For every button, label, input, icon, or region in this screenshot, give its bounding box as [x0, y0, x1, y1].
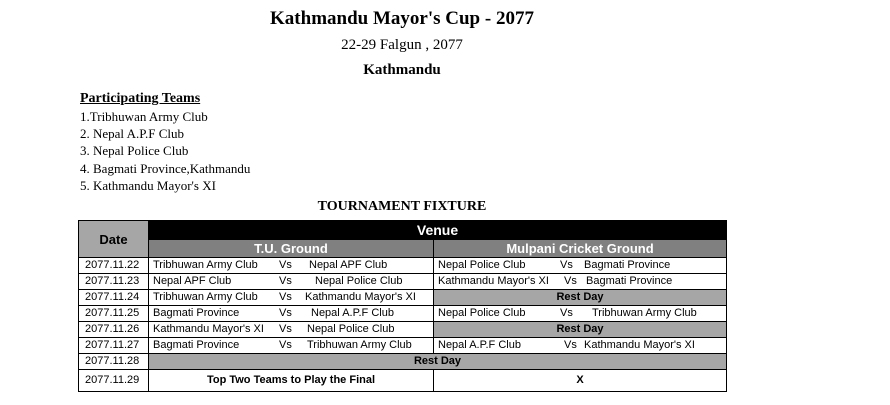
match-cell — [149, 290, 434, 306]
match-cell — [434, 338, 727, 354]
match-cell — [149, 306, 434, 322]
match-cell — [149, 338, 434, 354]
team-item: 2. Nepal A.P.F Club — [80, 126, 185, 141]
match-cell — [434, 274, 727, 290]
fixture-title: TOURNAMENT FIXTURE — [317, 199, 487, 214]
match-cell — [149, 274, 434, 290]
team-b: Kathmandu Mayor's XI — [305, 291, 416, 303]
table-row — [79, 258, 727, 274]
date-cell: 2077.11.29 — [79, 370, 149, 392]
team-item: 1.Tribhuwan Army Club — [80, 109, 208, 124]
vs-label: Vs — [560, 259, 573, 271]
ground-header-mulpani: Mulpani Cricket Ground — [434, 240, 727, 258]
venue-header: Venue — [149, 221, 727, 240]
ground-header-row — [79, 240, 727, 258]
tournament-dates: 22-29 Falgun , 2077 — [341, 37, 463, 53]
rest-day-cell: Rest Day — [149, 354, 727, 370]
date-cell: 2077.11.26 — [79, 322, 149, 338]
date-cell: 2077.11.22 — [79, 258, 149, 274]
team-a: Bagmati Province — [153, 339, 240, 351]
team-a: Kathmandu Mayor's XI — [153, 323, 264, 335]
team-a: Tribhuwan Army Club — [153, 291, 258, 303]
team-b: Bagmati Province — [586, 275, 673, 287]
date-cell: 2077.11.23 — [79, 274, 149, 290]
rest-day-cell: Rest Day — [434, 322, 727, 338]
final-venue: X — [434, 370, 727, 392]
team-b: Nepal APF Club — [309, 259, 388, 271]
table-row — [79, 354, 727, 370]
participating-teams-heading: Participating Teams — [80, 91, 201, 106]
team-a: Tribhuwan Army Club — [153, 259, 258, 271]
vs-label: Vs — [279, 259, 292, 271]
date-cell: 2077.11.25 — [79, 306, 149, 322]
date-column-header: Date — [79, 221, 149, 258]
team-b: Nepal A.P.F Club — [311, 307, 394, 319]
team-b: Kathmandu Mayor's XI — [584, 339, 695, 351]
table-row — [79, 338, 727, 354]
team-b: Nepal Police Club — [315, 275, 403, 287]
vs-label: Vs — [279, 307, 292, 319]
vs-label: Vs — [279, 275, 292, 287]
match-cell — [434, 258, 727, 274]
team-a: Bagmati Province — [153, 307, 240, 319]
team-item: 5. Kathmandu Mayor's XI — [80, 178, 216, 193]
team-a: Kathmandu Mayor's XI — [438, 275, 549, 287]
final-note: Top Two Teams to Play the Final — [149, 370, 434, 392]
vs-label: Vs — [560, 307, 573, 319]
fixture-table — [78, 220, 727, 392]
match-cell — [149, 322, 434, 338]
date-cell: 2077.11.24 — [79, 290, 149, 306]
team-b: Nepal Police Club — [307, 323, 395, 335]
vs-label: Vs — [279, 291, 292, 303]
vs-label: Vs — [279, 323, 292, 335]
match-cell — [434, 306, 727, 322]
vs-label: Vs — [564, 275, 577, 287]
team-a: Nepal Police Club — [438, 307, 526, 319]
table-row — [79, 274, 727, 290]
ground-header-tu: T.U. Ground — [149, 240, 434, 258]
date-cell: 2077.11.28 — [79, 354, 149, 370]
team-item: 3. Nepal Police Club — [80, 143, 189, 158]
table-row — [79, 370, 727, 392]
tournament-city: Kathmandu — [363, 62, 441, 78]
team-b: Tribhuwan Army Club — [592, 307, 697, 319]
team-a: Nepal Police Club — [438, 259, 526, 271]
date-cell: 2077.11.27 — [79, 338, 149, 354]
team-a: Nepal APF Club — [153, 275, 232, 287]
rest-day-cell: Rest Day — [434, 290, 727, 306]
table-row — [79, 290, 727, 306]
venue-header-row — [79, 221, 727, 240]
team-b: Bagmati Province — [584, 259, 671, 271]
page-title: Kathmandu Mayor's Cup - 2077 — [270, 8, 534, 29]
table-row — [79, 322, 727, 338]
vs-label: Vs — [564, 339, 577, 351]
team-item: 4. Bagmati Province,Kathmandu — [80, 161, 251, 176]
table-row — [79, 306, 727, 322]
vs-label: Vs — [279, 339, 292, 351]
team-b: Tribhuwan Army Club — [307, 339, 412, 351]
team-a: Nepal A.P.F Club — [438, 339, 521, 351]
match-cell — [149, 258, 434, 274]
